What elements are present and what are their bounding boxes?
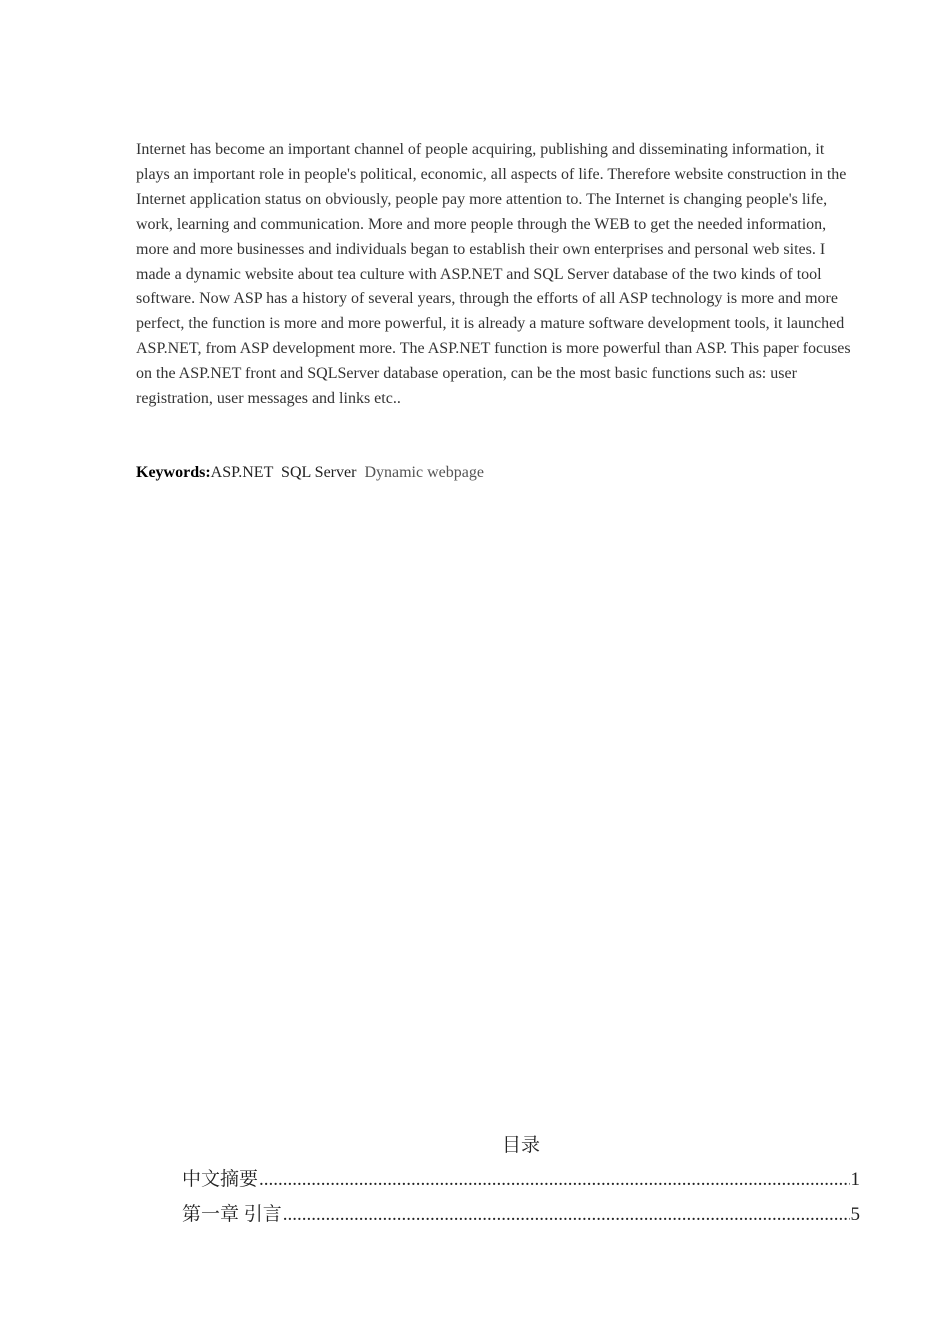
toc-entry-page: 1 <box>850 1169 860 1190</box>
keywords-label: Keywords: <box>136 464 211 481</box>
toc-leader-dots <box>259 1166 849 1194</box>
toc-entry-label: 第一章 引言 <box>182 1204 282 1225</box>
toc-title: 目录 <box>501 1135 540 1156</box>
abstract-paragraph: Internet has become an important channel of people acquiring, publishing and disseminating information, it plays an important role in people's political, economic, all aspects of life. Therefore website construction in the Internet application status on obviously, people pay more attention to. The Internet is changing people's life, work, learning and communication. More and more people through the WEB to get the needed information, more and more businesses and individuals began to establish their own enterprises and personal web sites. I made a dynamic website about tea culture with ASP.NET and SQL Server database of the two kinds of tool software. Now ASP has a history of several years, through the efforts of all ASP technology is more and more perfect, the function is more and more powerful, it is already a mature software development tools, it launched ASP.NET, from ASP development more. The ASP.NET function is more powerful than ASP. This paper focuses on the ASP.NET front and SQLServer database operation, can be the most basic functions such as: user registration, user messages and links etc.. <box>136 141 851 408</box>
toc-leader-dots <box>283 1201 850 1229</box>
toc-entry-page: 5 <box>850 1204 860 1225</box>
toc-entry[interactable] <box>182 1166 860 1201</box>
toc-list <box>182 1166 860 1236</box>
keyword-item: ASP.NET <box>210 464 274 481</box>
toc-entry-label: 中文摘要 <box>182 1169 259 1190</box>
toc-entry[interactable] <box>182 1201 860 1236</box>
keyword-item: Dynamic webpage <box>364 464 484 481</box>
keywords-line <box>136 461 484 485</box>
keyword-item: SQL Server <box>281 464 357 481</box>
